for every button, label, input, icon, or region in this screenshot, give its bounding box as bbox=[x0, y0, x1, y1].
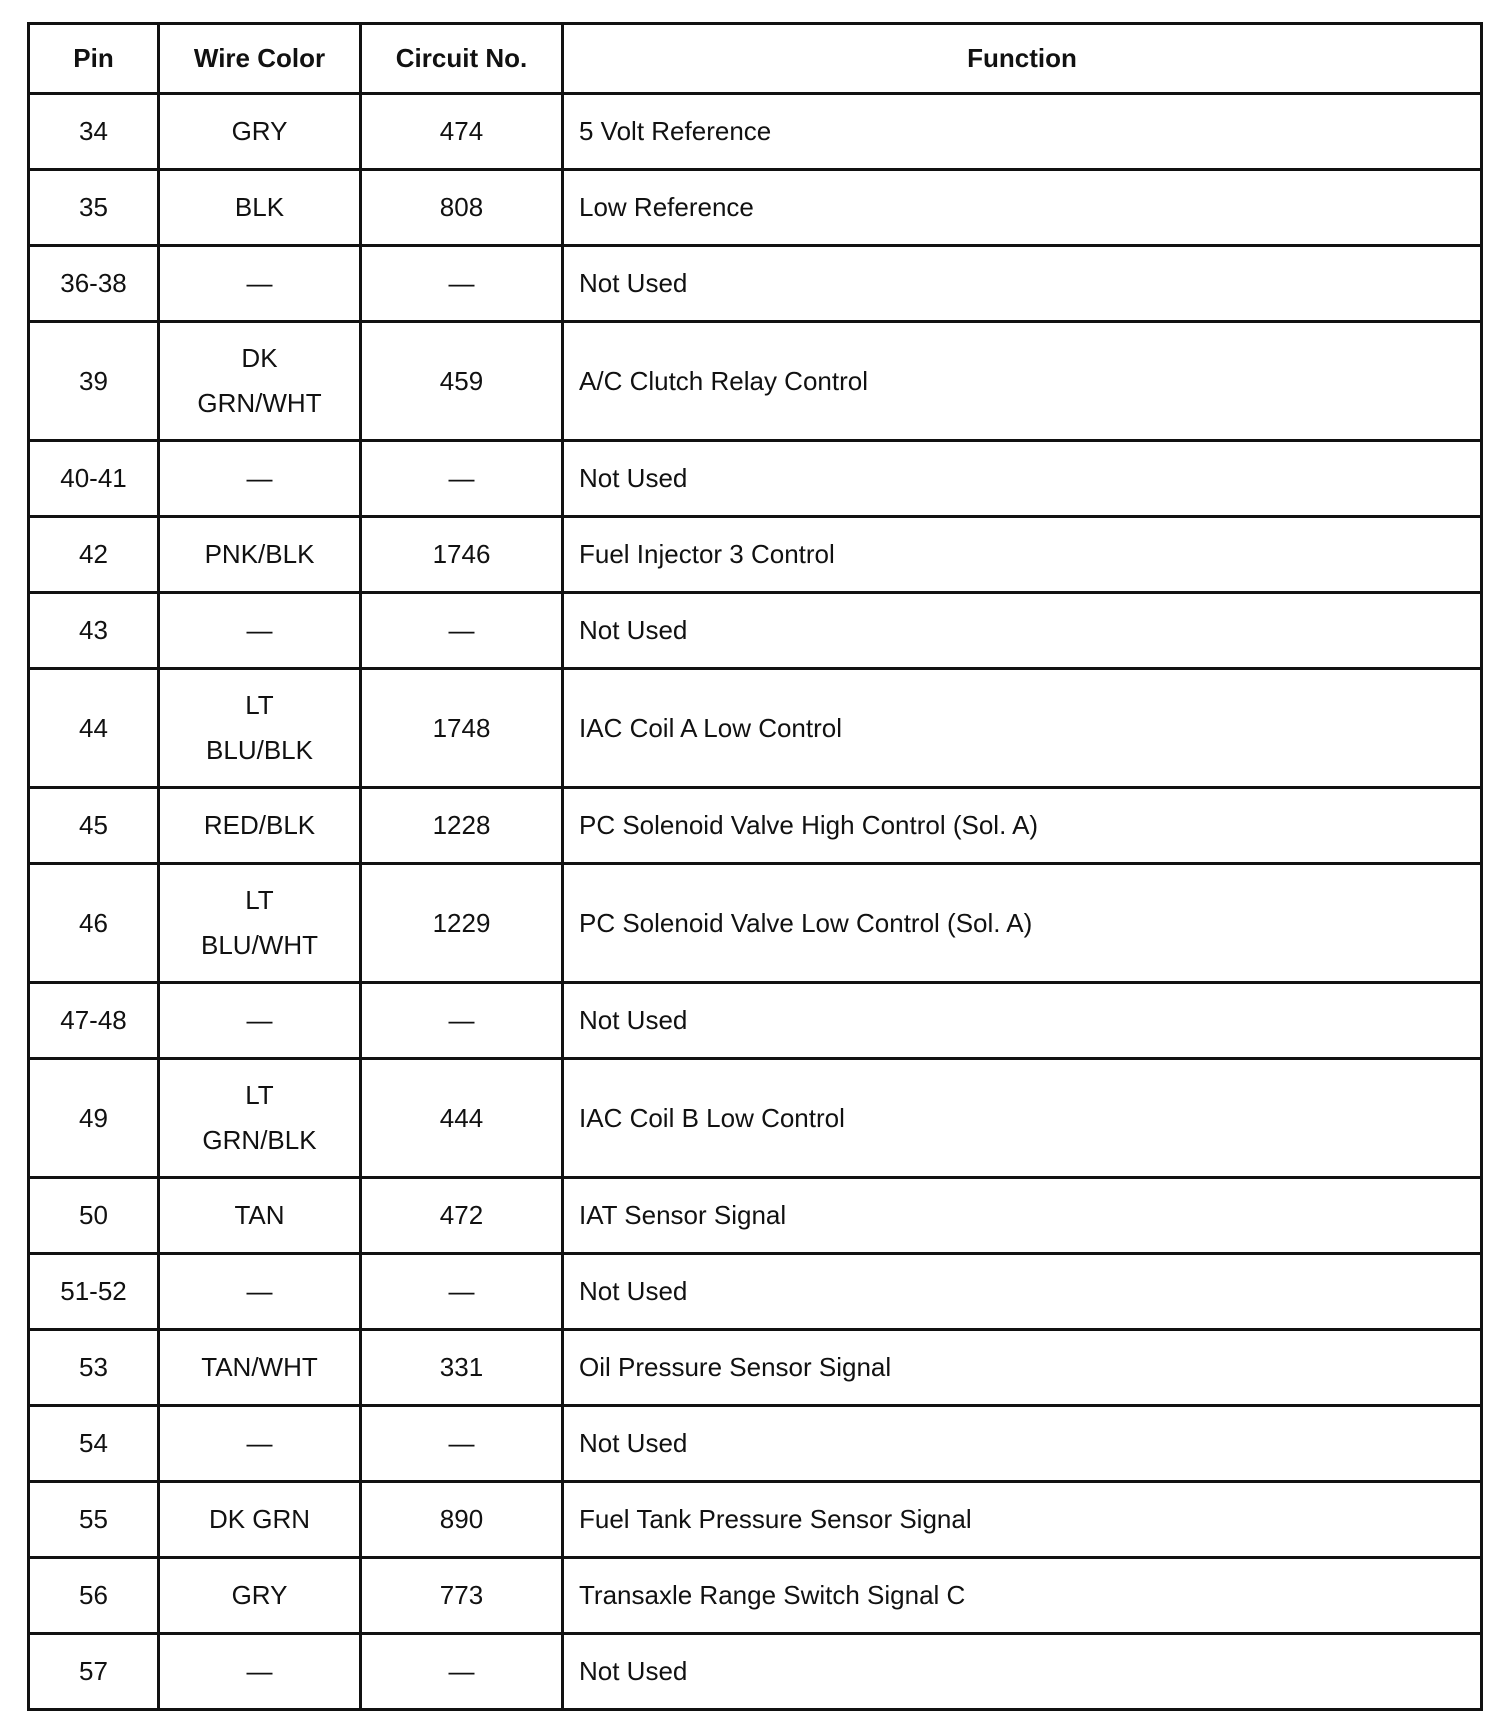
cell-circuit-no: 1748 bbox=[361, 669, 563, 788]
table-row bbox=[29, 1330, 1482, 1406]
cell-function: Oil Pressure Sensor Signal bbox=[563, 1330, 1482, 1406]
table-row bbox=[29, 1482, 1482, 1558]
cell-circuit-no: — bbox=[361, 1634, 563, 1710]
cell-circuit-no: 1229 bbox=[361, 864, 563, 983]
cell-pin: 43 bbox=[29, 593, 159, 669]
connector-pinout-table bbox=[27, 22, 1483, 1711]
cell-pin: 56 bbox=[29, 1558, 159, 1634]
cell-function: Fuel Injector 3 Control bbox=[563, 517, 1482, 593]
cell-circuit-no: — bbox=[361, 593, 563, 669]
cell-function: PC Solenoid Valve High Control (Sol. A) bbox=[563, 788, 1482, 864]
cell-pin: 39 bbox=[29, 322, 159, 441]
table-row bbox=[29, 170, 1482, 246]
header-function: Function bbox=[563, 24, 1482, 94]
cell-function: Not Used bbox=[563, 1634, 1482, 1710]
cell-wire-color bbox=[159, 517, 361, 593]
cell-wire-color bbox=[159, 1406, 361, 1482]
wire-color-text: GRY bbox=[231, 1580, 288, 1610]
cell-circuit-no: 808 bbox=[361, 170, 563, 246]
table-row bbox=[29, 1059, 1482, 1178]
wire-color-text: GRY bbox=[231, 116, 288, 146]
cell-wire-color bbox=[159, 441, 361, 517]
table-header bbox=[29, 24, 1482, 94]
cell-function: A/C Clutch Relay Control bbox=[563, 322, 1482, 441]
cell-function: 5 Volt Reference bbox=[563, 94, 1482, 170]
cell-function: Not Used bbox=[563, 593, 1482, 669]
cell-function: Not Used bbox=[563, 983, 1482, 1059]
cell-pin: 50 bbox=[29, 1178, 159, 1254]
table-row bbox=[29, 322, 1482, 441]
table-row bbox=[29, 441, 1482, 517]
header-circuit-no: Circuit No. bbox=[361, 24, 563, 94]
cell-pin: 49 bbox=[29, 1059, 159, 1178]
wire-color-text: LT GRN/BLK bbox=[202, 1080, 317, 1155]
cell-pin: 53 bbox=[29, 1330, 159, 1406]
table-row bbox=[29, 593, 1482, 669]
wire-color-text: DK GRN bbox=[208, 1504, 311, 1534]
wire-color-text: — bbox=[246, 1656, 273, 1686]
cell-wire-color bbox=[159, 1558, 361, 1634]
cell-pin: 45 bbox=[29, 788, 159, 864]
table-row bbox=[29, 246, 1482, 322]
wire-color-text: — bbox=[246, 268, 273, 298]
table-row bbox=[29, 788, 1482, 864]
cell-pin: 34 bbox=[29, 94, 159, 170]
cell-function: IAT Sensor Signal bbox=[563, 1178, 1482, 1254]
cell-wire-color bbox=[159, 669, 361, 788]
cell-wire-color bbox=[159, 983, 361, 1059]
table-row bbox=[29, 1634, 1482, 1710]
cell-pin: 40-41 bbox=[29, 441, 159, 517]
wire-color-text: — bbox=[246, 463, 273, 493]
cell-function: PC Solenoid Valve Low Control (Sol. A) bbox=[563, 864, 1482, 983]
wire-color-text: DK GRN/WHT bbox=[197, 343, 322, 418]
cell-pin: 51-52 bbox=[29, 1254, 159, 1330]
wire-color-text: RED/BLK bbox=[203, 810, 316, 840]
header-row bbox=[29, 24, 1482, 94]
cell-function: IAC Coil B Low Control bbox=[563, 1059, 1482, 1178]
table-body bbox=[29, 94, 1482, 1710]
cell-function: Transaxle Range Switch Signal C bbox=[563, 1558, 1482, 1634]
cell-pin: 44 bbox=[29, 669, 159, 788]
cell-circuit-no: 1228 bbox=[361, 788, 563, 864]
cell-wire-color bbox=[159, 322, 361, 441]
table-row bbox=[29, 1178, 1482, 1254]
cell-function: Low Reference bbox=[563, 170, 1482, 246]
cell-pin: 55 bbox=[29, 1482, 159, 1558]
cell-circuit-no: 773 bbox=[361, 1558, 563, 1634]
cell-pin: 36-38 bbox=[29, 246, 159, 322]
wire-color-text: TAN/WHT bbox=[201, 1352, 318, 1382]
cell-wire-color bbox=[159, 1059, 361, 1178]
cell-wire-color bbox=[159, 1482, 361, 1558]
cell-circuit-no: 1746 bbox=[361, 517, 563, 593]
cell-function: Fuel Tank Pressure Sensor Signal bbox=[563, 1482, 1482, 1558]
cell-circuit-no: 444 bbox=[361, 1059, 563, 1178]
cell-function: IAC Coil A Low Control bbox=[563, 669, 1482, 788]
cell-circuit-no: — bbox=[361, 1254, 563, 1330]
wire-color-text: — bbox=[246, 615, 273, 645]
cell-circuit-no: 472 bbox=[361, 1178, 563, 1254]
wire-color-text: — bbox=[246, 1005, 273, 1035]
header-pin: Pin bbox=[29, 24, 159, 94]
cell-circuit-no: 459 bbox=[361, 322, 563, 441]
table-row bbox=[29, 517, 1482, 593]
wire-color-text: — bbox=[246, 1276, 273, 1306]
cell-pin: 47-48 bbox=[29, 983, 159, 1059]
cell-circuit-no: — bbox=[361, 441, 563, 517]
cell-wire-color bbox=[159, 1254, 361, 1330]
wire-color-text: TAN bbox=[234, 1200, 285, 1230]
cell-pin: 46 bbox=[29, 864, 159, 983]
cell-wire-color bbox=[159, 94, 361, 170]
cell-wire-color bbox=[159, 788, 361, 864]
wire-color-text: — bbox=[246, 1428, 273, 1458]
table-row bbox=[29, 669, 1482, 788]
cell-function: Not Used bbox=[563, 1254, 1482, 1330]
cell-wire-color bbox=[159, 246, 361, 322]
table-row bbox=[29, 1254, 1482, 1330]
cell-pin: 42 bbox=[29, 517, 159, 593]
table-row bbox=[29, 983, 1482, 1059]
wire-color-text: PNK/BLK bbox=[204, 539, 315, 569]
table-row bbox=[29, 864, 1482, 983]
cell-wire-color bbox=[159, 593, 361, 669]
cell-circuit-no: — bbox=[361, 1406, 563, 1482]
header-wire-color: Wire Color bbox=[159, 24, 361, 94]
wire-color-text: LT BLU/WHT bbox=[201, 885, 318, 960]
cell-wire-color bbox=[159, 1178, 361, 1254]
cell-wire-color bbox=[159, 170, 361, 246]
wire-color-text: BLK bbox=[234, 192, 285, 222]
cell-function: Not Used bbox=[563, 441, 1482, 517]
cell-wire-color bbox=[159, 864, 361, 983]
cell-pin: 35 bbox=[29, 170, 159, 246]
cell-circuit-no: 890 bbox=[361, 1482, 563, 1558]
cell-function: Not Used bbox=[563, 246, 1482, 322]
table-row bbox=[29, 94, 1482, 170]
cell-pin: 57 bbox=[29, 1634, 159, 1710]
wire-color-text: LT BLU/BLK bbox=[206, 690, 313, 765]
cell-wire-color bbox=[159, 1634, 361, 1710]
cell-circuit-no: 331 bbox=[361, 1330, 563, 1406]
cell-function: Not Used bbox=[563, 1406, 1482, 1482]
table-row bbox=[29, 1558, 1482, 1634]
cell-wire-color bbox=[159, 1330, 361, 1406]
cell-circuit-no: 474 bbox=[361, 94, 563, 170]
cell-pin: 54 bbox=[29, 1406, 159, 1482]
cell-circuit-no: — bbox=[361, 983, 563, 1059]
table-row bbox=[29, 1406, 1482, 1482]
cell-circuit-no: — bbox=[361, 246, 563, 322]
